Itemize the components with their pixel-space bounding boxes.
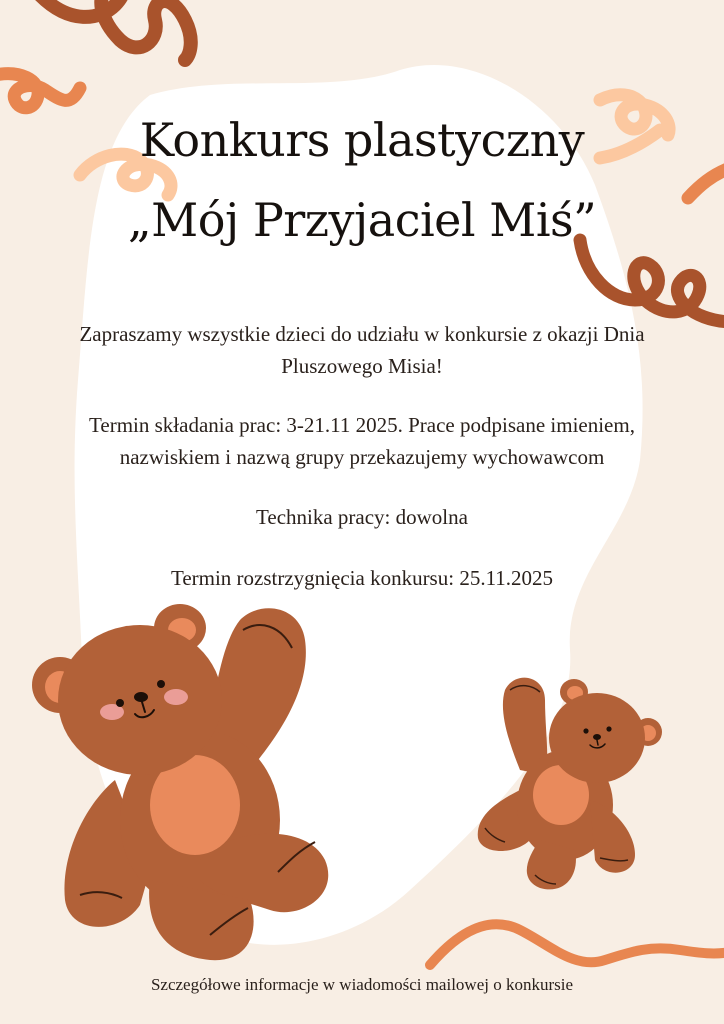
- footer-note: Szczegółowe informacje w wiadomości mailowej o konkursie: [150, 975, 574, 994]
- technique-text: Technika pracy: dowolna: [256, 505, 468, 529]
- ribbon-top-brown: [40, 0, 191, 60]
- title-line-1: Konkurs plastyczny: [139, 113, 585, 167]
- ribbon-bottom-orange: [430, 924, 724, 965]
- results-date-text: Termin rozstrzygnięcia konkursu: 25.11.2025: [170, 566, 554, 590]
- title-line-2: „Mój Przyjaciel Miś”: [127, 193, 597, 247]
- invitation-text: Zapraszamy wszystkie dzieci do udziału w konkursie z okazji Dnia Pluszowego Misia!: [79, 322, 645, 378]
- ribbon-left-orange: [0, 74, 80, 108]
- deadline-text: Termin składania prac: 3-21.11 2025. Prace podpisane imieniem, nazwiskiem i nazwą grupy przekazujemy wychowawcom: [89, 413, 635, 469]
